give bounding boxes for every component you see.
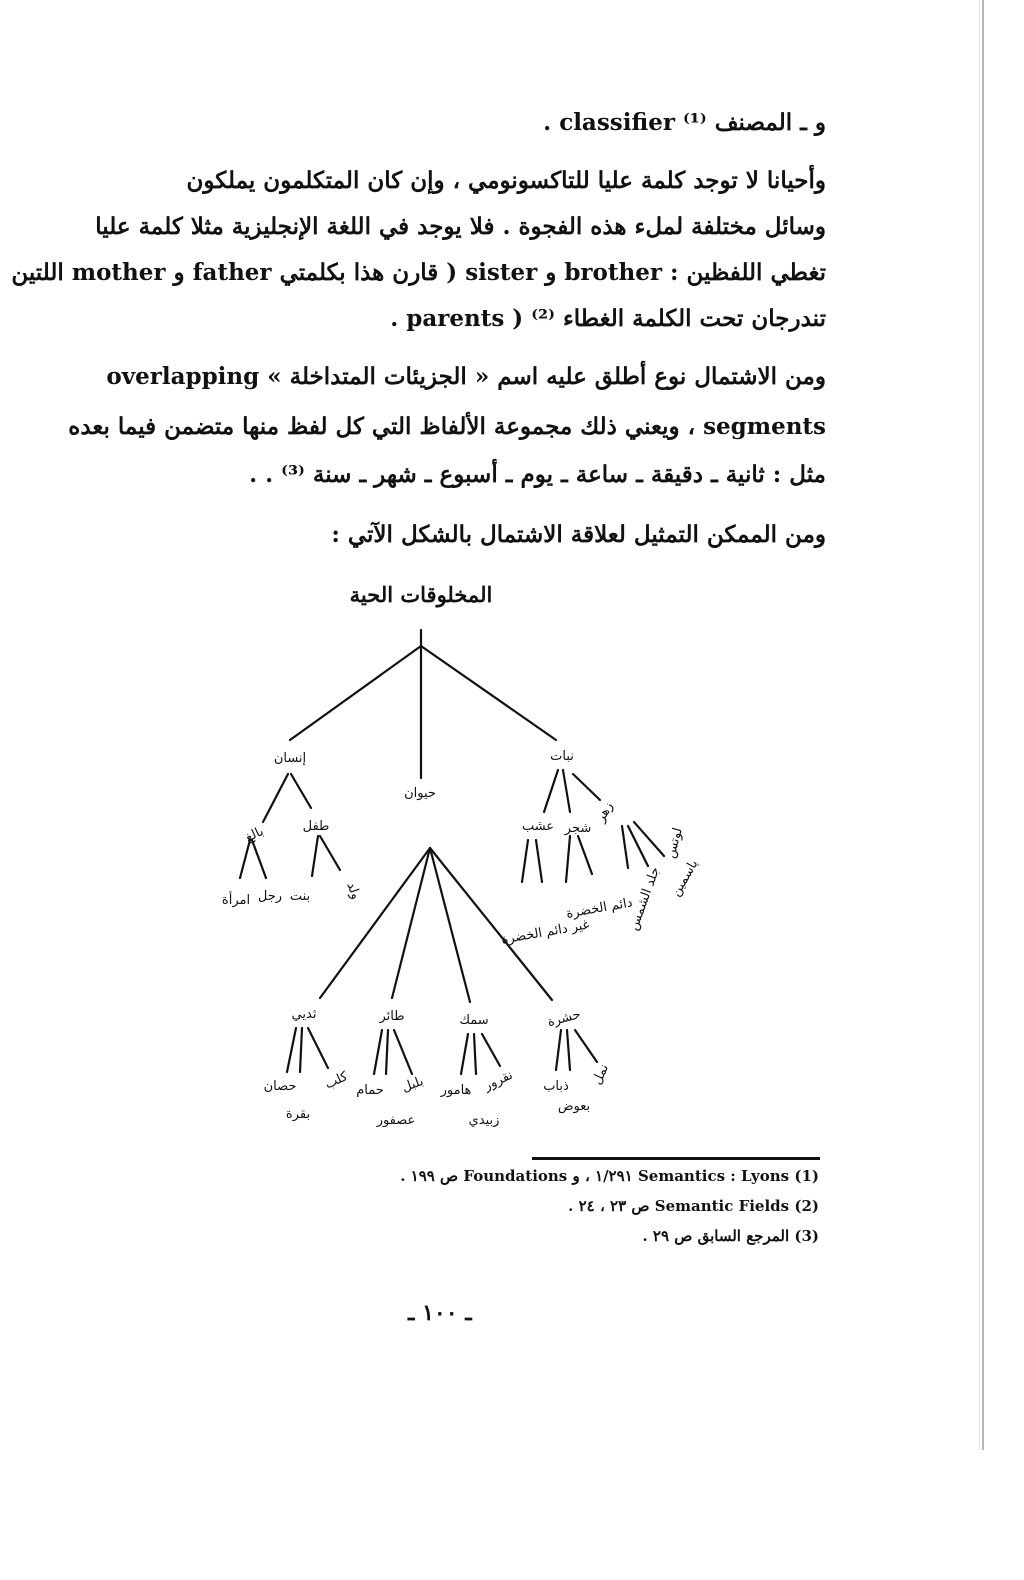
node-mammal: ثديي (291, 1007, 317, 1022)
node-child: طفل (302, 819, 330, 834)
node-adult: بالغ (242, 824, 267, 846)
node-tree: شجر (564, 821, 592, 836)
leaf-cow: بقرة (285, 1107, 311, 1122)
paragraph-line: تندرجان تحت الكلمة الغطاء parents ) ⁽²⁾ . (390, 305, 826, 332)
node-bird: طائر (379, 1009, 405, 1024)
node-insect: حشرة (545, 1007, 583, 1031)
node-human: إنسان (273, 751, 307, 766)
footnote: (3) المرجع السابق ص ٢٩ . (642, 1227, 819, 1245)
leaf-grouper: هامور (440, 1083, 472, 1098)
paragraph-line: مثل : ثانية ـ دقيقة ـ ساعة ـ يوم ـ أسبوع ـ شهر ـ سنة ⁽³⁾ . . (249, 461, 826, 488)
node-flower: زهر (593, 799, 617, 825)
leaf-zubaidi: زبيدي (468, 1113, 500, 1128)
paragraph-line: segments ، ويعني ذلك مجموعة الألفاظ التي كل لفظ منها متضمن فيما بعده (68, 413, 826, 440)
leaf-sunflower: جلد الشمس (626, 864, 664, 933)
leaf-boy: ولد (343, 880, 364, 902)
leaf-naqroor: نقرور (481, 1067, 516, 1094)
leaf-sparrow: عصفور (376, 1113, 416, 1128)
diagram-root-label: المخلوقات الحية (349, 582, 493, 607)
paragraph-line: وسائل مختلفة لملء هذه الفجوة . فلا يوجد في اللغة الإنجليزية مثلا كلمة عليا (95, 213, 826, 240)
paragraph-line: ومن الاشتمال نوع أطلق عليه اسم « الجزيئات المتداخلة » overlapping (106, 363, 826, 390)
paragraph-line: تغطي اللفظين : brother و sister ( قارن هذا بكلمتي father و mother اللتين (11, 259, 826, 286)
leaf-horse: حصان (263, 1079, 297, 1094)
leaf-flies: ذباب (543, 1079, 569, 1094)
leaf-pigeon: حمام (356, 1083, 384, 1098)
leaf-nightingale: بلبل (400, 1073, 426, 1096)
node-animal: حيوان (404, 786, 436, 801)
leaf-lotus: لوتس (663, 826, 686, 860)
leaf-woman: امرأة (221, 893, 251, 908)
footnote: (2) Semantic Fields ص ٢٣ ، ٢٤ . (568, 1197, 819, 1215)
footnote-divider (532, 1157, 820, 1160)
leaf-mosquito: بعوض (557, 1099, 591, 1114)
leaf-jasmine: ياسمين (668, 857, 702, 900)
leaf-ants: نمل (589, 1061, 613, 1088)
node-plant: نبات (550, 749, 574, 764)
leaf-dog: كلب (322, 1069, 351, 1093)
leaf-evergreen: دائم الخضرة (565, 895, 634, 922)
leaf-girl: بنت (289, 889, 311, 904)
paragraph-line: وأحيانا لا توجد كلمة عليا للتاكسونومي ، وإن كان المتكلمون يملكون (186, 167, 826, 194)
footnote: (1) Semantics : Lyons ١/٢٩١ ، و Foundations ص ١٩٩ . (400, 1167, 819, 1185)
leaf-deciduous: غير دائم الخضرة (500, 917, 591, 948)
node-fish: سمك (459, 1013, 489, 1028)
leaf-man: رجل (257, 889, 283, 904)
paragraph-line: و ـ المصنف classifier ⁽¹⁾ . (543, 109, 826, 136)
paragraph-line: ومن الممكن التمثيل لعلاقة الاشتمال بالشكل الآتي : (331, 521, 826, 548)
node-grass: عشب (521, 819, 555, 834)
page-number: ـ ١٠٠ ـ (408, 1300, 472, 1326)
